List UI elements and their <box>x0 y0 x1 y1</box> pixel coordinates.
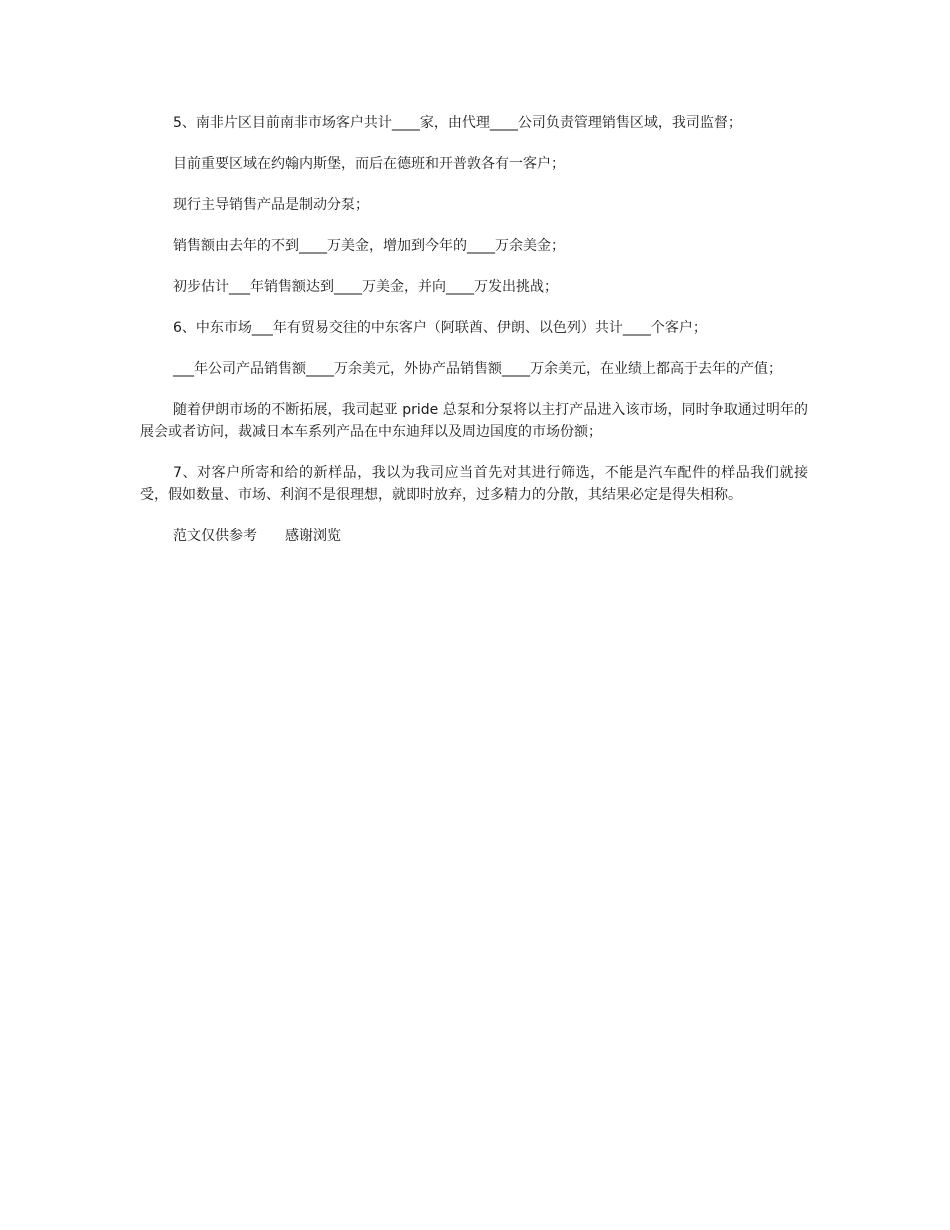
paragraph-iran-market: 随着伊朗市场的不断拓展，我司起亚 pride 总泵和分泵将以主打产品进入该市场，同时争取通过明年的展会或者访问，裁减日本车系列产品在中东迪拜以及周边国度的市场份额； <box>140 402 808 440</box>
paragraph-key-regions: 目前重要区域在约翰内斯堡，而后在德班和开普敦各有一客户； <box>173 156 565 172</box>
document-page <box>140 112 808 566</box>
paragraph-sales-growth: 销售额由去年的不到____万美金，增加到今年的____万余美金； <box>173 238 565 254</box>
footer-thanks-text: 感谢浏览 <box>285 528 341 544</box>
paragraph-south-africa-customers: 5、南非片区目前南非市场客户共计____家，由代理____公司负责管理销售区域，我司监督； <box>173 115 742 131</box>
footer-reference-text: 范文仅供参考 <box>173 528 257 544</box>
paragraph-sample-screening: 7、对客户所寄和给的新样品，我以为我司应当首先对其进行筛选，不能是汽车配件的样品我们就接受，假如数量、市场、利润不是很理想，就即时放弃，过多精力的分散，其结果必定是得失相称。 <box>140 465 808 503</box>
paragraph-sales-estimate: 初步估计___年销售额达到____万美金，并向____万发出挑战； <box>173 279 558 295</box>
footer-note <box>140 525 808 547</box>
paragraph-middle-east-customers: 6、中东市场___年有贸易交往的中东客户（阿联酋、伊朗、以色列）共计____个客户； <box>173 320 707 336</box>
paragraph-main-product: 现行主导销售产品是制动分泵； <box>173 197 369 213</box>
paragraph-middle-east-sales: ___年公司产品销售额____万余美元，外协产品销售额____万余美元，在业绩上都高于去年的产值； <box>173 361 782 377</box>
